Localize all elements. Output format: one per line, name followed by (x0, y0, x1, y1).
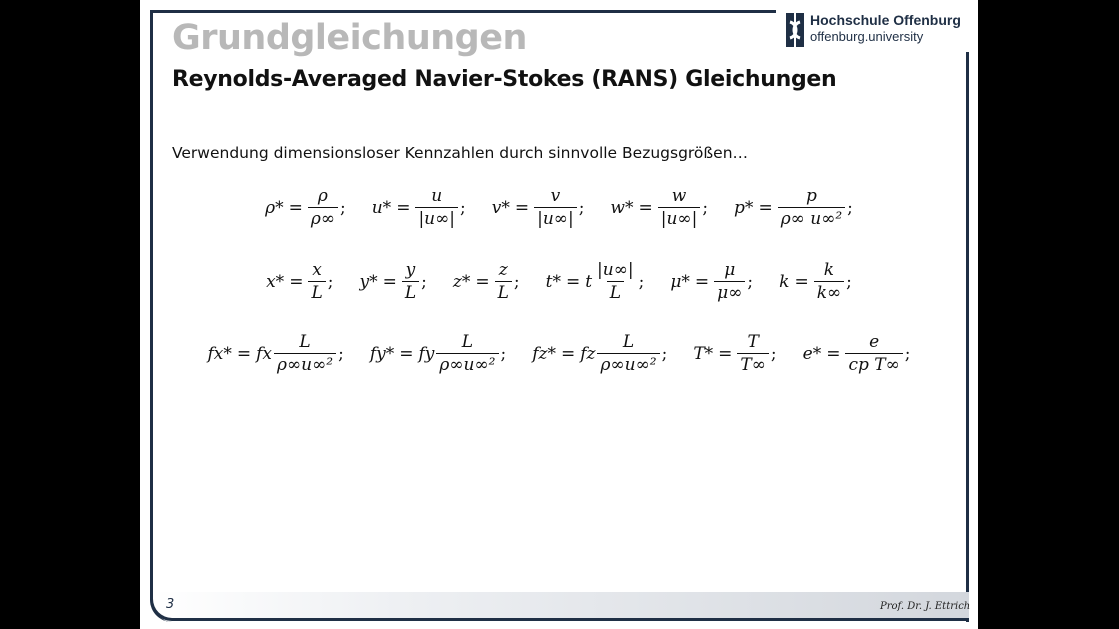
logo (776, 8, 978, 52)
separator: ; (338, 343, 344, 364)
equation-lhs: t* (545, 271, 561, 292)
equals-sign: = (826, 343, 841, 364)
equation (546, 260, 645, 303)
equation-lhs: fy* (369, 343, 395, 364)
equation-lhs: T* (693, 343, 714, 364)
separator: ; (327, 271, 334, 292)
fraction-denominator: |u∞| (534, 207, 577, 229)
equation (359, 260, 426, 303)
fraction-numerator: w (671, 186, 687, 206)
equals-sign: = (289, 271, 304, 292)
equation-lhs: y* (359, 271, 378, 292)
equals-sign: = (288, 197, 303, 218)
equation-lhs: fz* (532, 343, 556, 364)
equation-factor: t (585, 271, 593, 292)
equation (610, 186, 708, 229)
equals-sign: = (794, 271, 809, 292)
fraction (658, 186, 701, 229)
fraction-denominator: μ∞ (714, 281, 745, 303)
intro-text: Verwendung dimensionsloser Kennzahlen durch sinnvolle Bezugsgrößen… (172, 144, 749, 162)
equation-lhs: μ* (670, 271, 690, 292)
fraction-numerator: x (312, 260, 322, 280)
equation (453, 260, 520, 303)
equals-sign: = (565, 271, 581, 292)
fraction-numerator: u (431, 186, 443, 206)
equation (207, 332, 343, 375)
fraction (436, 332, 498, 375)
fraction (714, 260, 745, 303)
separator: ; (904, 343, 911, 364)
fraction (308, 260, 325, 303)
equation-lhs: fx* (207, 343, 232, 364)
equals-sign: = (718, 343, 733, 364)
equation (532, 332, 667, 375)
fraction (594, 260, 637, 303)
fraction-numerator: L (461, 332, 474, 352)
equation (372, 186, 466, 229)
separator: ; (702, 197, 709, 218)
fraction-denominator: ρ∞ u∞² (778, 207, 845, 229)
fraction (778, 186, 845, 229)
fraction-numerator: y (405, 260, 416, 280)
equation-lhs: w* (610, 197, 634, 218)
fraction-numerator: v (550, 186, 561, 206)
equation (265, 186, 346, 229)
equation-lhs: z* (452, 271, 471, 292)
fraction (274, 332, 336, 375)
fraction-numerator: L (622, 332, 635, 352)
equals-sign: = (382, 271, 397, 292)
equation-lhs: ρ* (265, 197, 284, 218)
equation-lhs: k (779, 271, 790, 292)
fraction-numerator: p (805, 186, 817, 206)
equation (492, 186, 585, 229)
fraction-numerator: μ (724, 260, 736, 280)
fraction-denominator: |u∞| (415, 207, 458, 229)
slide-title: Grundgleichungen (172, 18, 527, 58)
fraction-denominator: |u∞| (658, 207, 701, 229)
fraction (845, 332, 902, 375)
separator: ; (500, 343, 507, 364)
equals-sign: = (694, 271, 710, 292)
equals-sign: = (514, 197, 530, 218)
separator: ; (661, 343, 668, 364)
fraction-denominator: L (495, 281, 512, 303)
equation (266, 260, 333, 303)
logo-domain: offenburg.university (810, 29, 924, 44)
equals-sign: = (399, 343, 414, 364)
fraction-denominator: ρ∞u∞² (436, 353, 498, 375)
separator: ; (770, 343, 777, 364)
fraction (597, 332, 659, 375)
equals-sign: = (758, 197, 773, 218)
fraction-numerator: e (869, 332, 880, 352)
fraction-denominator: L (402, 281, 419, 303)
separator: ; (421, 271, 427, 292)
separator: ; (846, 271, 852, 292)
fraction-numerator: L (299, 332, 311, 352)
equation (670, 260, 753, 303)
separator: ; (460, 197, 466, 218)
fraction-denominator: ρ∞ (308, 207, 338, 229)
hs-offenburg-logo-icon (784, 11, 806, 54)
fraction (415, 186, 458, 229)
fraction (308, 186, 338, 229)
equals-sign: = (236, 343, 252, 364)
author-signature: Prof. Dr. J. Ettrich (880, 601, 971, 612)
fraction-denominator: ρ∞u∞² (597, 353, 659, 375)
equation-row-3 (140, 332, 978, 375)
slide-frame (150, 10, 969, 622)
slide (140, 0, 978, 629)
fraction-numerator: T (747, 332, 759, 352)
fraction (402, 260, 419, 303)
footer-bar (150, 592, 969, 621)
fraction-numerator: |u∞| (597, 260, 634, 280)
separator: ; (340, 197, 346, 218)
separator: ; (638, 271, 645, 292)
separator: ; (847, 197, 853, 218)
fraction-numerator: k (823, 260, 835, 280)
equation-factor: fy (418, 343, 435, 364)
separator: ; (578, 197, 585, 218)
fraction-denominator: cp T∞ (845, 353, 902, 375)
fraction-numerator: z (498, 260, 508, 280)
fraction (495, 260, 512, 303)
equation-lhs: u* (371, 197, 392, 218)
fraction-denominator: L (308, 281, 325, 303)
fraction-denominator: L (607, 281, 624, 303)
fraction-numerator: ρ (317, 186, 328, 206)
equation-lhs: p* (734, 197, 754, 218)
equals-sign: = (475, 271, 490, 292)
equation-lhs: e* (802, 343, 822, 364)
separator: ; (513, 271, 520, 292)
equation-lhs: x* (266, 271, 285, 292)
equation (370, 332, 506, 375)
fraction (534, 186, 577, 229)
equation-row-1 (140, 186, 978, 229)
equals-sign: = (638, 197, 653, 218)
fraction-denominator: ρ∞u∞² (274, 353, 336, 375)
logo-name: Hochschule Offenburg (810, 12, 961, 28)
slide-subtitle: Reynolds-Averaged Navier-Stokes (RANS) Gleichungen (172, 67, 837, 92)
page-number: 3 (166, 597, 175, 612)
equals-sign: = (560, 343, 576, 364)
fraction (814, 260, 844, 303)
equation-lhs: v* (491, 197, 510, 218)
equation (779, 260, 852, 303)
separator: ; (747, 271, 754, 292)
equals-sign: = (396, 197, 411, 218)
equation-row-2 (140, 260, 978, 303)
fraction (737, 332, 769, 375)
equation (803, 332, 911, 375)
fraction-denominator: T∞ (737, 353, 769, 375)
equation-factor: fz (580, 343, 596, 364)
fraction-denominator: k∞ (814, 281, 844, 303)
equation (693, 332, 776, 375)
equation (734, 186, 853, 229)
equation-factor: fx (256, 343, 273, 364)
